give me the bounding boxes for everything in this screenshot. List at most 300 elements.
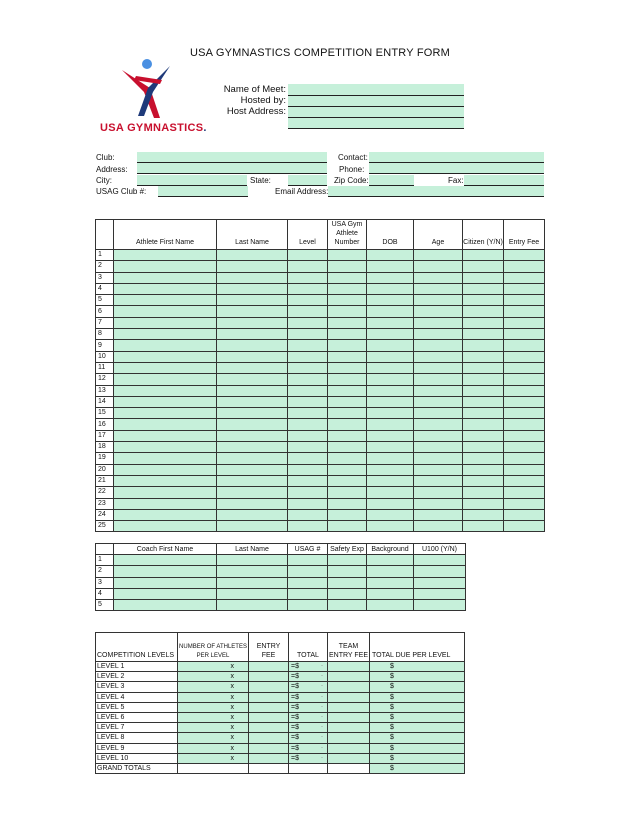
athlete-first-name-cell[interactable]	[114, 306, 217, 317]
athlete-dob-cell[interactable]	[367, 374, 414, 385]
athlete-level-cell[interactable]	[288, 396, 328, 407]
athlete-age-cell[interactable]	[414, 295, 463, 306]
athlete-entry-fee-cell[interactable]	[504, 295, 545, 306]
athlete-age-cell[interactable]	[414, 374, 463, 385]
athlete-athlete-number-cell[interactable]	[328, 521, 367, 532]
athlete-entry-fee-cell[interactable]	[504, 329, 545, 340]
athlete-dob-cell[interactable]	[367, 317, 414, 328]
athlete-citizen-cell[interactable]	[463, 385, 504, 396]
athlete-dob-header: DOB	[367, 220, 414, 250]
coach-safety-cell[interactable]	[328, 600, 367, 611]
athlete-last-name-cell[interactable]	[217, 442, 288, 453]
athlete-citizen-cell[interactable]	[463, 317, 504, 328]
athlete-citizen-cell[interactable]	[463, 408, 504, 419]
athlete-last-name-cell[interactable]	[217, 521, 288, 532]
athlete-citizen-cell[interactable]	[463, 362, 504, 373]
athlete-athlete-number-cell[interactable]	[328, 295, 367, 306]
athlete-dob-cell[interactable]	[367, 295, 414, 306]
athlete-level-cell[interactable]	[288, 464, 328, 475]
athlete-citizen-cell[interactable]	[463, 430, 504, 441]
athlete-first-name-cell[interactable]	[114, 453, 217, 464]
athlete-athlete-number-cell[interactable]	[328, 475, 367, 486]
total-cell	[289, 723, 328, 733]
entry-fee-header: ENTRY FEE	[249, 633, 289, 662]
athlete-entry-fee-cell[interactable]	[504, 442, 545, 453]
athlete-first-name-cell[interactable]	[114, 442, 217, 453]
coach-last-name-cell[interactable]	[217, 555, 288, 566]
athlete-row-number: 12	[96, 374, 114, 385]
athlete-first-name-cell[interactable]	[114, 362, 217, 373]
athlete-entry-fee-cell[interactable]	[504, 475, 545, 486]
athlete-dob-cell[interactable]	[367, 475, 414, 486]
athlete-entry-fee-cell[interactable]	[504, 509, 545, 520]
total-dash: -	[321, 714, 323, 721]
coach-safety-cell[interactable]	[328, 555, 367, 566]
athlete-dob-cell[interactable]	[367, 351, 414, 362]
athlete-entry-fee-cell[interactable]	[504, 430, 545, 441]
fax-input[interactable]	[464, 175, 544, 186]
athletes-per-level-cell[interactable]	[178, 753, 249, 763]
athlete-entry-fee-cell[interactable]	[504, 408, 545, 419]
coach-usag-cell[interactable]	[288, 566, 328, 577]
team-entry-fee-cell[interactable]	[328, 662, 370, 672]
address-input[interactable]	[137, 163, 327, 174]
athlete-citizen-cell[interactable]	[463, 464, 504, 475]
usag-club-input[interactable]	[158, 186, 248, 197]
athlete-citizen-cell[interactable]	[463, 498, 504, 509]
coach-u100-cell[interactable]	[414, 566, 466, 577]
coach-usag-cell[interactable]	[288, 577, 328, 588]
athlete-citizen-cell[interactable]	[463, 475, 504, 486]
entry-fee-cell[interactable]	[249, 723, 289, 733]
athlete-age-cell[interactable]	[414, 385, 463, 396]
athletes-per-level-header: NUMBER OF ATHLETES PER LEVEL	[178, 633, 249, 662]
athlete-citizen-cell[interactable]	[463, 442, 504, 453]
athlete-citizen-cell[interactable]	[463, 261, 504, 272]
athlete-age-cell[interactable]	[414, 317, 463, 328]
athlete-athlete-number-cell[interactable]	[328, 487, 367, 498]
athlete-entry-fee-cell[interactable]	[504, 464, 545, 475]
coach-row-number: 2	[96, 566, 114, 577]
athlete-entry-fee-cell[interactable]	[504, 261, 545, 272]
athlete-entry-fee-cell[interactable]	[504, 453, 545, 464]
zip-input[interactable]	[369, 175, 414, 186]
athlete-athlete-number-cell[interactable]	[328, 396, 367, 407]
entry-fee-cell[interactable]	[249, 733, 289, 743]
team-entry-fee-cell[interactable]	[328, 672, 370, 682]
total-cell	[289, 733, 328, 743]
athlete-age-cell[interactable]	[414, 442, 463, 453]
athlete-last-name-cell[interactable]	[217, 475, 288, 486]
entry-fee-cell[interactable]	[249, 682, 289, 692]
athlete-last-name-cell[interactable]	[217, 272, 288, 283]
athlete-entry-fee-cell[interactable]	[504, 419, 545, 430]
contact-input[interactable]	[369, 152, 544, 163]
athlete-dob-cell[interactable]	[367, 272, 414, 283]
athlete-first-name-cell[interactable]	[114, 475, 217, 486]
coach-background-cell[interactable]	[367, 600, 414, 611]
athlete-level-cell[interactable]	[288, 385, 328, 396]
athlete-dob-cell[interactable]	[367, 464, 414, 475]
athlete-level-cell[interactable]	[288, 272, 328, 283]
team-entry-fee-cell[interactable]	[328, 743, 370, 753]
athlete-age-cell[interactable]	[414, 430, 463, 441]
athlete-age-cell[interactable]	[414, 340, 463, 351]
athlete-dob-cell[interactable]	[367, 283, 414, 294]
team-entry-fee-cell[interactable]	[328, 753, 370, 763]
athlete-first-name-cell[interactable]	[114, 498, 217, 509]
athlete-level-cell[interactable]	[288, 374, 328, 385]
athlete-level-cell[interactable]	[288, 453, 328, 464]
athlete-entry-fee-cell[interactable]	[504, 272, 545, 283]
athlete-row-number: 16	[96, 419, 114, 430]
host-address-input-1[interactable]	[288, 107, 464, 118]
entry-fee-cell[interactable]	[249, 743, 289, 753]
athlete-last-name-cell[interactable]	[217, 498, 288, 509]
athlete-athlete-number-cell[interactable]	[328, 430, 367, 441]
athlete-dob-cell[interactable]	[367, 509, 414, 520]
coach-first-name-cell[interactable]	[114, 566, 217, 577]
team-entry-fee-cell[interactable]	[328, 682, 370, 692]
athlete-athlete-number-cell[interactable]	[328, 306, 367, 317]
athletes-per-level-cell[interactable]	[178, 662, 249, 672]
athlete-citizen-cell[interactable]	[463, 509, 504, 520]
athlete-athlete-number-cell[interactable]	[328, 250, 367, 261]
athlete-dob-cell[interactable]	[367, 487, 414, 498]
athlete-entry-fee-cell[interactable]	[504, 351, 545, 362]
athlete-athlete-number-cell[interactable]	[328, 374, 367, 385]
athlete-first-name-cell[interactable]	[114, 385, 217, 396]
athlete-age-cell[interactable]	[414, 464, 463, 475]
athlete-first-name-cell[interactable]	[114, 272, 217, 283]
athlete-citizen-cell[interactable]	[463, 351, 504, 362]
athlete-entry-fee-cell[interactable]	[504, 283, 545, 294]
team-entry-fee-cell[interactable]	[328, 692, 370, 702]
athlete-level-cell[interactable]	[288, 306, 328, 317]
athlete-first-name-cell[interactable]	[114, 283, 217, 294]
athlete-citizen-cell[interactable]	[463, 283, 504, 294]
athlete-athlete-number-cell[interactable]	[328, 453, 367, 464]
athlete-citizen-cell[interactable]	[463, 453, 504, 464]
athlete-age-cell[interactable]	[414, 272, 463, 283]
athletes-per-level-cell[interactable]	[178, 712, 249, 722]
athlete-athlete-number-cell[interactable]	[328, 272, 367, 283]
coach-background-cell[interactable]	[367, 577, 414, 588]
host-address-input-2[interactable]	[288, 118, 464, 129]
coach-last-name-cell[interactable]	[217, 600, 288, 611]
athlete-entry-fee-cell[interactable]	[504, 385, 545, 396]
athletes-per-level-cell[interactable]	[178, 672, 249, 682]
athlete-entry-fee-cell[interactable]	[504, 362, 545, 373]
athlete-last-name-cell[interactable]	[217, 487, 288, 498]
athlete-first-name-cell[interactable]	[114, 295, 217, 306]
coach-u100-cell[interactable]	[414, 588, 466, 599]
athlete-athlete-number-cell[interactable]	[328, 464, 367, 475]
athlete-athlete-number-cell[interactable]	[328, 340, 367, 351]
athlete-level-cell[interactable]	[288, 362, 328, 373]
athletes-per-level-cell[interactable]	[178, 682, 249, 692]
athlete-citizen-cell[interactable]	[463, 419, 504, 430]
athlete-last-name-cell[interactable]	[217, 351, 288, 362]
club-input[interactable]	[137, 152, 327, 163]
athlete-level-cell[interactable]	[288, 317, 328, 328]
team-entry-fee-cell[interactable]	[328, 733, 370, 743]
coach-safety-cell[interactable]	[328, 577, 367, 588]
hosted-by-input[interactable]	[288, 96, 464, 107]
athlete-last-name-cell[interactable]	[217, 464, 288, 475]
athlete-citizen-cell[interactable]	[463, 396, 504, 407]
coach-background-cell[interactable]	[367, 555, 414, 566]
state-input[interactable]	[288, 175, 327, 186]
athlete-level-cell[interactable]	[288, 250, 328, 261]
athlete-age-cell[interactable]	[414, 362, 463, 373]
athlete-first-name-cell[interactable]	[114, 250, 217, 261]
athlete-citizen-cell[interactable]	[463, 340, 504, 351]
athlete-citizen-cell[interactable]	[463, 272, 504, 283]
athlete-age-cell[interactable]	[414, 509, 463, 520]
athlete-first-name-cell[interactable]	[114, 430, 217, 441]
athlete-last-name-cell[interactable]	[217, 329, 288, 340]
athlete-age-cell[interactable]	[414, 329, 463, 340]
athlete-first-name-cell[interactable]	[114, 261, 217, 272]
athlete-level-cell[interactable]	[288, 340, 328, 351]
athlete-level-cell[interactable]	[288, 408, 328, 419]
athlete-first-name-cell[interactable]	[114, 329, 217, 340]
meet-name-input[interactable]	[288, 84, 464, 96]
athlete-last-name-cell[interactable]	[217, 250, 288, 261]
athlete-row	[96, 430, 545, 441]
athlete-level-cell[interactable]	[288, 498, 328, 509]
athlete-first-name-cell[interactable]	[114, 351, 217, 362]
athlete-age-cell[interactable]	[414, 396, 463, 407]
coach-safety-cell[interactable]	[328, 566, 367, 577]
coach-last-name-cell[interactable]	[217, 577, 288, 588]
athlete-dob-cell[interactable]	[367, 306, 414, 317]
athlete-row-number: 5	[96, 295, 114, 306]
athlete-dob-cell[interactable]	[367, 396, 414, 407]
athlete-age-cell[interactable]	[414, 498, 463, 509]
hosted-by-label: Hosted by:	[240, 95, 286, 106]
athlete-last-name-cell[interactable]	[217, 419, 288, 430]
athlete-age-cell[interactable]	[414, 351, 463, 362]
athlete-first-name-cell[interactable]	[114, 521, 217, 532]
athletes-per-level-cell[interactable]	[178, 743, 249, 753]
athlete-last-name-cell[interactable]	[217, 306, 288, 317]
equals-dollar: =$	[291, 703, 299, 711]
athlete-first-name-cell[interactable]	[114, 340, 217, 351]
coach-first-name-cell[interactable]	[114, 588, 217, 599]
coach-u100-cell[interactable]	[414, 600, 466, 611]
athlete-citizen-cell[interactable]	[463, 295, 504, 306]
athlete-athlete-number-cell[interactable]	[328, 351, 367, 362]
athlete-first-name-cell[interactable]	[114, 487, 217, 498]
athlete-last-name-cell[interactable]	[217, 362, 288, 373]
athlete-age-cell[interactable]	[414, 408, 463, 419]
athlete-last-name-cell[interactable]	[217, 509, 288, 520]
athlete-dob-cell[interactable]	[367, 340, 414, 351]
athlete-last-name-cell[interactable]	[217, 396, 288, 407]
athlete-row-number: 9	[96, 340, 114, 351]
level-row	[96, 723, 465, 733]
entry-fee-cell[interactable]	[249, 712, 289, 722]
athlete-citizen-cell[interactable]	[463, 521, 504, 532]
meet-name-label: Name of Meet:	[223, 84, 286, 95]
coach-usag-cell[interactable]	[288, 600, 328, 611]
athlete-age-cell[interactable]	[414, 453, 463, 464]
athletes-per-level-cell[interactable]	[178, 692, 249, 702]
athlete-athlete-number-cell[interactable]	[328, 317, 367, 328]
athlete-dob-cell[interactable]	[367, 442, 414, 453]
coach-usag-cell[interactable]	[288, 588, 328, 599]
athlete-age-cell[interactable]	[414, 419, 463, 430]
athlete-athlete-number-cell[interactable]	[328, 419, 367, 430]
coach-safety-cell[interactable]	[328, 588, 367, 599]
athlete-first-name-cell[interactable]	[114, 509, 217, 520]
athlete-level-cell[interactable]	[288, 261, 328, 272]
athlete-entry-fee-cell[interactable]	[504, 487, 545, 498]
athlete-last-name-cell[interactable]	[217, 374, 288, 385]
athlete-athlete-number-cell[interactable]	[328, 442, 367, 453]
athlete-level-cell[interactable]	[288, 430, 328, 441]
athlete-citizen-cell[interactable]	[463, 329, 504, 340]
athlete-level-cell[interactable]	[288, 419, 328, 430]
athlete-level-cell[interactable]	[288, 295, 328, 306]
athlete-dob-cell[interactable]	[367, 521, 414, 532]
athlete-age-cell[interactable]	[414, 261, 463, 272]
level-name: LEVEL 5	[96, 702, 178, 712]
athlete-dob-cell[interactable]	[367, 430, 414, 441]
coach-u100-cell[interactable]	[414, 577, 466, 588]
athlete-dob-cell[interactable]	[367, 385, 414, 396]
athlete-last-name-cell[interactable]	[217, 453, 288, 464]
athlete-dob-cell[interactable]	[367, 419, 414, 430]
athletes-per-level-cell[interactable]	[178, 723, 249, 733]
athlete-entry-fee-cell[interactable]	[504, 374, 545, 385]
times-sign: x	[230, 724, 234, 732]
athlete-athlete-number-cell[interactable]	[328, 408, 367, 419]
entry-fee-cell[interactable]	[249, 753, 289, 763]
athlete-level-cell[interactable]	[288, 475, 328, 486]
times-sign: x	[230, 673, 234, 681]
athlete-row-number: 1	[96, 250, 114, 261]
athlete-age-cell[interactable]	[414, 306, 463, 317]
athlete-athlete-number-cell[interactable]	[328, 509, 367, 520]
entry-fee-cell[interactable]	[249, 702, 289, 712]
athlete-level-cell[interactable]	[288, 487, 328, 498]
entry-fee-cell[interactable]	[249, 692, 289, 702]
coach-u100-cell[interactable]	[414, 555, 466, 566]
athlete-citizen-cell[interactable]	[463, 306, 504, 317]
athlete-level-cell[interactable]	[288, 442, 328, 453]
athlete-last-name-cell[interactable]	[217, 340, 288, 351]
athlete-last-name-cell[interactable]	[217, 317, 288, 328]
athlete-dob-cell[interactable]	[367, 261, 414, 272]
athlete-first-name-cell[interactable]	[114, 396, 217, 407]
athlete-entry-fee-cell[interactable]	[504, 396, 545, 407]
email-input[interactable]	[328, 186, 544, 197]
athlete-citizen-cell[interactable]	[463, 487, 504, 498]
athlete-dob-cell[interactable]	[367, 408, 414, 419]
athlete-last-name-cell[interactable]	[217, 261, 288, 272]
athlete-citizen-cell[interactable]	[463, 374, 504, 385]
athlete-athlete-number-cell[interactable]	[328, 261, 367, 272]
athlete-dob-cell[interactable]	[367, 498, 414, 509]
dollar-sign: $	[390, 754, 394, 762]
team-entry-fee-cell[interactable]	[328, 712, 370, 722]
athlete-dob-cell[interactable]	[367, 329, 414, 340]
athlete-entry-fee-cell[interactable]	[504, 250, 545, 261]
athlete-level-cell[interactable]	[288, 509, 328, 520]
coach-first-name-cell[interactable]	[114, 600, 217, 611]
athlete-first-name-cell[interactable]	[114, 408, 217, 419]
athlete-level-cell[interactable]	[288, 521, 328, 532]
athlete-entry-fee-cell[interactable]	[504, 340, 545, 351]
athlete-level-cell[interactable]	[288, 283, 328, 294]
athlete-first-name-cell[interactable]	[114, 374, 217, 385]
athlete-entry-fee-cell[interactable]	[504, 521, 545, 532]
athlete-last-name-cell[interactable]	[217, 385, 288, 396]
athlete-first-name-cell[interactable]	[114, 317, 217, 328]
phone-input[interactable]	[369, 163, 544, 174]
athlete-age-cell[interactable]	[414, 475, 463, 486]
team-entry-fee-cell[interactable]	[328, 723, 370, 733]
coach-first-name-cell[interactable]	[114, 577, 217, 588]
athlete-last-name-cell[interactable]	[217, 283, 288, 294]
entry-fee-cell[interactable]	[249, 672, 289, 682]
athlete-athlete-number-cell[interactable]	[328, 362, 367, 373]
athlete-dob-cell[interactable]	[367, 453, 414, 464]
athlete-entry-fee-cell[interactable]	[504, 317, 545, 328]
athlete-age-cell[interactable]	[414, 487, 463, 498]
athlete-row	[96, 261, 545, 272]
team-entry-fee-cell[interactable]	[328, 702, 370, 712]
total-cell	[289, 702, 328, 712]
athlete-dob-cell[interactable]	[367, 362, 414, 373]
athlete-row-number: 25	[96, 521, 114, 532]
coach-last-name-cell[interactable]	[217, 566, 288, 577]
athlete-athlete-number-cell[interactable]	[328, 283, 367, 294]
dollar-sign: $	[390, 764, 394, 772]
entry-fee-cell[interactable]	[249, 662, 289, 672]
athlete-athlete-number-cell[interactable]	[328, 385, 367, 396]
athlete-dob-cell[interactable]	[367, 250, 414, 261]
athlete-citizen-cell[interactable]	[463, 250, 504, 261]
athlete-row	[96, 340, 545, 351]
athlete-first-name-cell[interactable]	[114, 419, 217, 430]
athletes-per-level-cell[interactable]	[178, 733, 249, 743]
athlete-last-name-cell[interactable]	[217, 295, 288, 306]
athlete-athlete-number-cell[interactable]	[328, 498, 367, 509]
athlete-entry-fee-cell[interactable]	[504, 306, 545, 317]
coach-background-cell[interactable]	[367, 588, 414, 599]
athlete-age-cell[interactable]	[414, 283, 463, 294]
athlete-first-name-cell[interactable]	[114, 464, 217, 475]
coach-background-cell[interactable]	[367, 566, 414, 577]
city-input[interactable]	[137, 175, 247, 186]
athlete-level-cell[interactable]	[288, 329, 328, 340]
athlete-age-cell[interactable]	[414, 250, 463, 261]
athlete-athlete-number-cell[interactable]	[328, 329, 367, 340]
coach-usag-cell[interactable]	[288, 555, 328, 566]
athlete-last-name-cell[interactable]	[217, 430, 288, 441]
athlete-age-cell[interactable]	[414, 521, 463, 532]
athlete-entry-fee-cell[interactable]	[504, 498, 545, 509]
coach-last-name-cell[interactable]	[217, 588, 288, 599]
coach-first-name-cell[interactable]	[114, 555, 217, 566]
athlete-level-cell[interactable]	[288, 351, 328, 362]
athlete-last-name-cell[interactable]	[217, 408, 288, 419]
athletes-per-level-cell[interactable]	[178, 702, 249, 712]
